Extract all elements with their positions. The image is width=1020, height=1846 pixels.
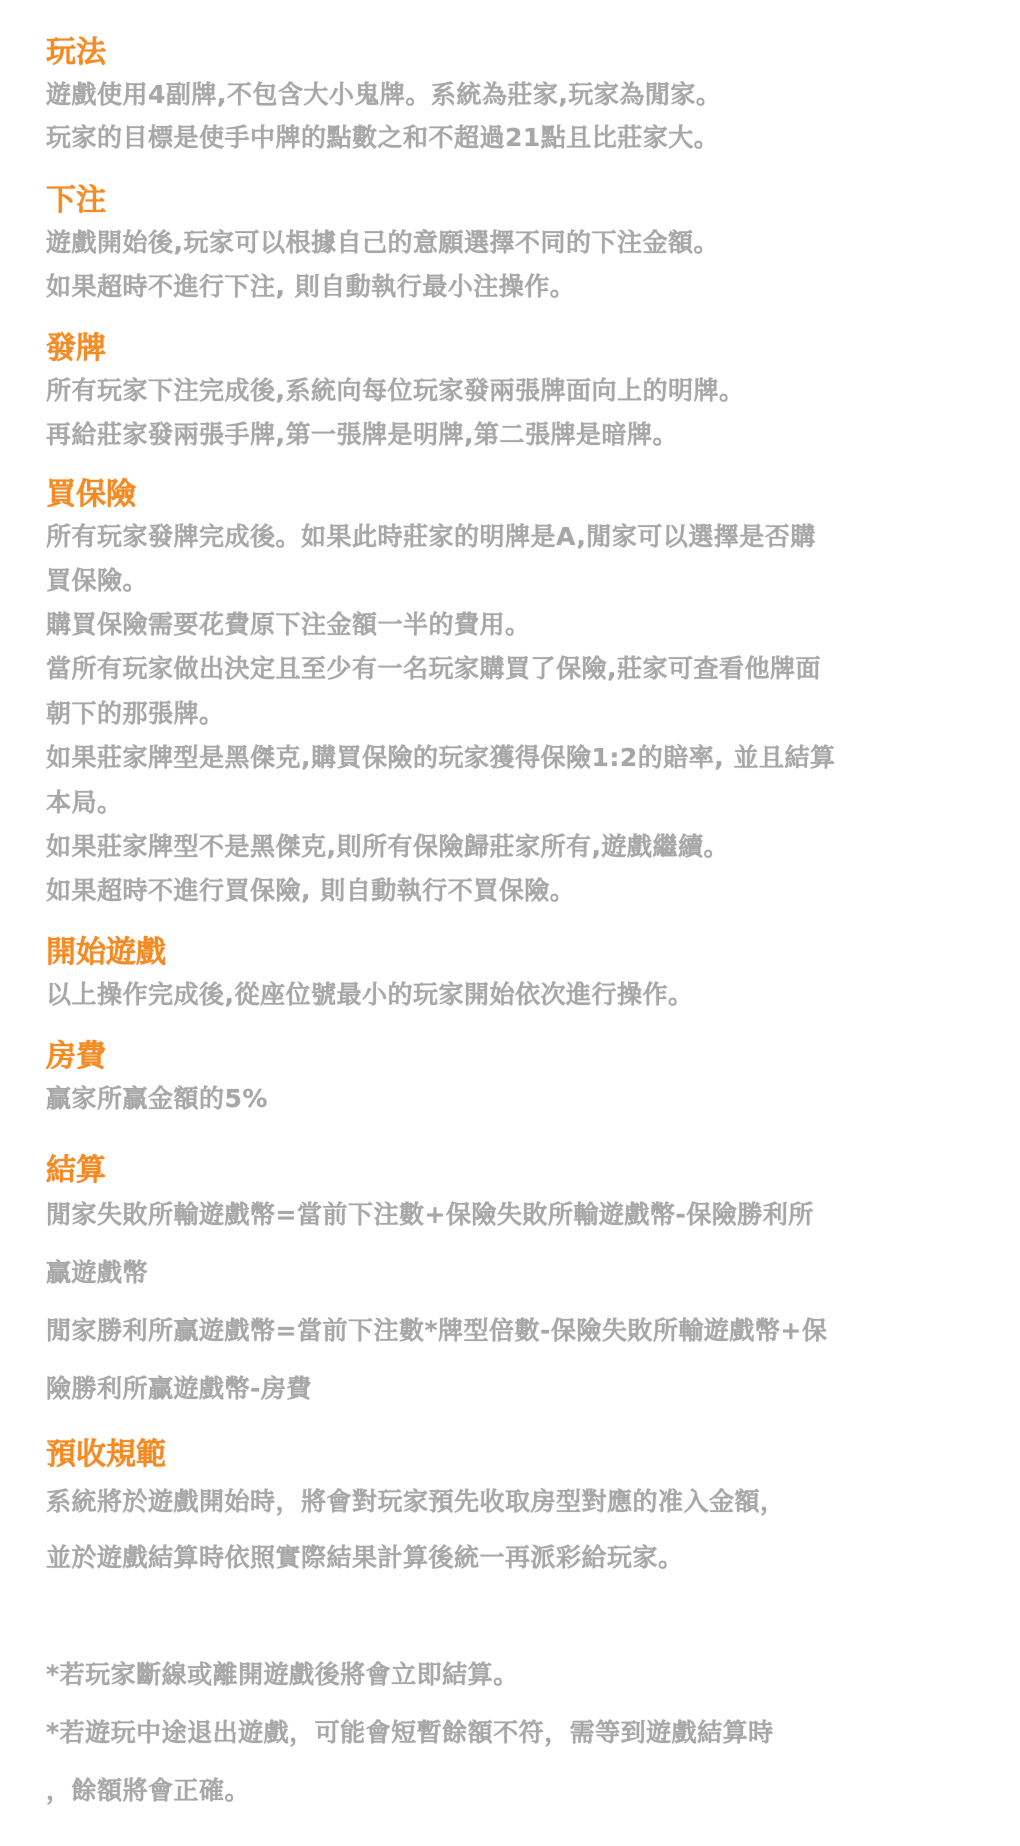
note-line: *若遊玩中途退出遊戲，可能會短暫餘額不符，需等到遊戲結算時	[46, 1718, 774, 1747]
gameplay-line: 玩家的目標是使手中牌的點數之和不超過21點且比莊家大。	[46, 123, 720, 152]
settlement-line: 險勝利所贏遊戲幣-房費	[46, 1374, 312, 1403]
insurance-line: 購買保險需要花費原下注金額一半的費用。	[46, 610, 531, 639]
insurance-line: 當所有玩家做出決定且至少有一名玩家購買了保險,莊家可查看他牌面	[46, 654, 821, 683]
settlement-line: 閒家勝利所贏遊戲幣=當前下注數*牌型倍數-保險失敗所輸遊戲幣+保	[46, 1316, 828, 1345]
dealing-line: 所有玩家下注完成後,系統向每位玩家發兩張牌面向上的明牌。	[46, 376, 745, 405]
section-title-insurance: 買保險	[46, 477, 136, 512]
insurance-line: 買保險。	[46, 566, 149, 595]
insurance-line: 所有玩家發牌完成後。如果此時莊家的明牌是A,閒家可以選擇是否購	[46, 522, 816, 551]
section-title-dealing: 發牌	[46, 331, 106, 366]
insurance-line: 如果莊家牌型是黑傑克,購買保險的玩家獲得保險1:2的賠率, 並且結算	[46, 743, 836, 772]
section-title-gameplay: 玩法	[46, 35, 106, 70]
settlement-line: 贏遊戲幣	[46, 1258, 149, 1287]
insurance-line: 如果莊家牌型不是黑傑克,則所有保險歸莊家所有,遊戲繼續。	[46, 832, 729, 861]
insurance-line: 如果超時不進行買保險, 則自動執行不買保險。	[46, 876, 576, 905]
settlement-line: 閒家失敗所輸遊戲幣=當前下注數+保險失敗所輸遊戲幣-保險勝利所	[46, 1200, 814, 1229]
note-line: *若玩家斷線或離開遊戲後將會立即結算。	[46, 1660, 519, 1689]
betting-line: 遊戲開始後,玩家可以根據自己的意願選擇不同的下注金額。	[46, 228, 719, 257]
start-game-line: 以上操作完成後,從座位號最小的玩家開始依次進行操作。	[46, 980, 694, 1009]
gameplay-line: 遊戲使用4副牌,不包含大小鬼牌。系統為莊家,玩家為閒家。	[46, 80, 722, 109]
section-title-betting: 下注	[46, 183, 106, 218]
insurance-line: 朝下的那張牌。	[46, 699, 225, 728]
insurance-line: 本局。	[46, 788, 123, 817]
dealing-line: 再給莊家發兩張手牌,第一張牌是明牌,第二張牌是暗牌。	[46, 420, 678, 449]
section-title-room-fee: 房費	[46, 1039, 106, 1074]
section-title-settlement: 結算	[46, 1153, 106, 1188]
betting-line: 如果超時不進行下注, 則自動執行最小注操作。	[46, 272, 576, 301]
section-title-start-game: 開始遊戲	[46, 935, 166, 970]
prepayment-line: 並於遊戲結算時依照實際結果計算後統一再派彩給玩家。	[46, 1543, 684, 1572]
prepayment-line: 系統將於遊戲開始時，將會對玩家預先收取房型對應的准入金額，	[46, 1487, 786, 1516]
section-title-prepayment: 預收規範	[46, 1437, 166, 1472]
note-line: ，餘額將會正確。	[46, 1776, 251, 1805]
room-fee-line: 贏家所贏金額的5%	[46, 1084, 268, 1113]
